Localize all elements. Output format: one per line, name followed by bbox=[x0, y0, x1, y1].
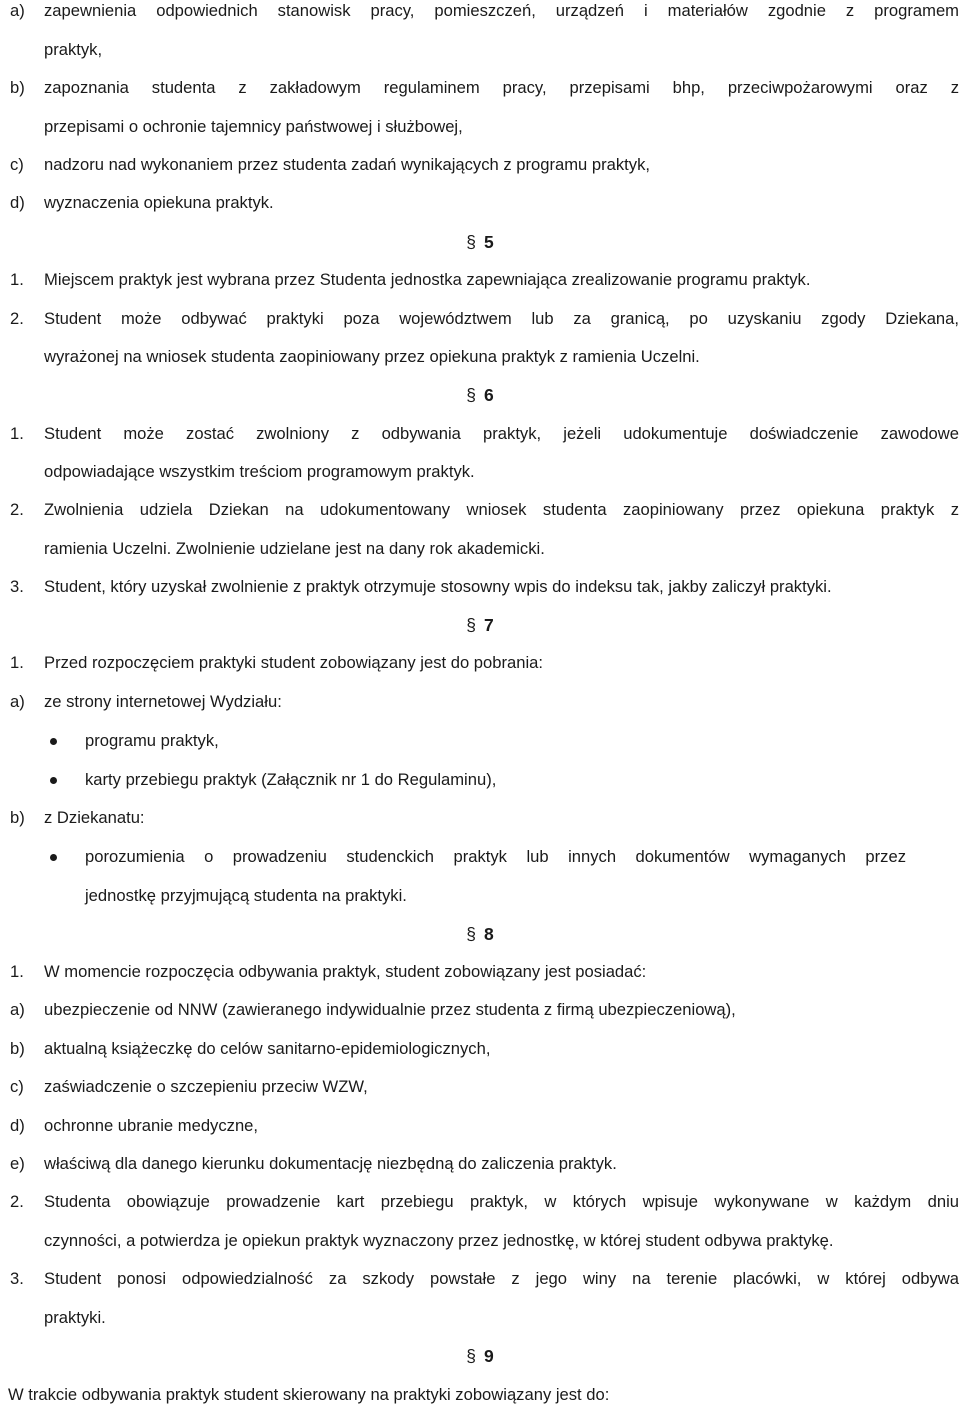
list-text: aktualną książeczkę do celów sanitarno-epidemiologicznych, bbox=[44, 1039, 491, 1058]
list-text: nadzoru nad wykonaniem przez studenta zadań wynikających z programu praktyk, bbox=[44, 155, 650, 174]
section-symbol: § bbox=[466, 615, 476, 635]
list-text: ochronne ubranie medyczne, bbox=[44, 1116, 259, 1135]
paragraph-label: 3. bbox=[10, 1269, 24, 1288]
bullet-text: programu praktyk, bbox=[85, 731, 219, 750]
paragraph-text: Przed rozpoczęciem praktyki student zobowiązany jest do pobrania: bbox=[44, 653, 543, 672]
bullet-icon bbox=[50, 777, 57, 784]
section-heading-6 bbox=[0, 385, 960, 405]
paragraph-label: 1. bbox=[10, 962, 24, 981]
paragraph-text: Student ponosi odpowiedzialność za szkody powstałe z jego winy na terenie placówki, w której odbywa bbox=[44, 1269, 959, 1288]
list-text: wyznaczenia opiekuna praktyk. bbox=[44, 193, 274, 212]
list-label: d) bbox=[10, 1116, 25, 1135]
paragraph-text: praktyki. bbox=[44, 1308, 106, 1327]
paragraph-text: Zwolnienia udziela Dziekan na udokumentowany wniosek studenta zaopiniowany przez opiekuna praktyk z bbox=[44, 500, 959, 519]
list-label: a) bbox=[10, 1000, 25, 1019]
paragraph-label: 1. bbox=[10, 424, 24, 443]
paragraph-text: odpowiadające wszystkim treściom programowym praktyk. bbox=[44, 462, 475, 481]
list-label: d) bbox=[10, 193, 25, 212]
section-symbol: § bbox=[466, 385, 476, 405]
list-text: zaświadczenie o szczepieniu przeciw WZW, bbox=[44, 1077, 368, 1096]
paragraph-text: Student może zostać zwolniony z odbywania praktyk, jeżeli udokumentuje doświadczenie zawodowe bbox=[44, 424, 959, 443]
paragraph-text: Student, który uzyskał zwolnienie z praktyk otrzymuje stosowny wpis do indeksu tak, jakby zaliczył praktyki. bbox=[44, 577, 832, 596]
paragraph-text: W trakcie odbywania praktyk student skierowany na praktyki zobowiązany jest do: bbox=[8, 1385, 610, 1404]
bullet-icon bbox=[50, 738, 57, 745]
list-text: ubezpieczenie od NNW (zawieranego indywidualnie przez studenta z firmą ubezpieczeniową), bbox=[44, 1000, 736, 1019]
paragraph-label: 3. bbox=[10, 577, 24, 596]
list-label: a) bbox=[10, 692, 25, 711]
paragraph-text: ramienia Uczelni. Zwolnienie udzielane jest na dany rok akademicki. bbox=[44, 539, 545, 558]
list-text: właściwą dla danego kierunku dokumentację niezbędną do zaliczenia praktyk. bbox=[44, 1154, 617, 1173]
paragraph-text: Student może odbywać praktyki poza województwem lub za granicą, po uzyskaniu zgody Dziekana, bbox=[44, 309, 959, 328]
bullet-text: karty przebiegu praktyk (Załącznik nr 1 do Regulaminu), bbox=[85, 770, 497, 789]
paragraph-text: Miejscem praktyk jest wybrana przez Studenta jednostka zapewniająca zrealizowanie programu praktyk. bbox=[44, 270, 811, 289]
section-symbol: § bbox=[466, 924, 476, 944]
list-label: b) bbox=[10, 808, 25, 827]
section-number: 9 bbox=[484, 1346, 494, 1366]
section-number: 5 bbox=[484, 232, 494, 252]
list-label: b) bbox=[10, 78, 25, 97]
section-heading-7 bbox=[0, 615, 960, 635]
paragraph-label: 2. bbox=[10, 309, 24, 328]
list-text: ze strony internetowej Wydziału: bbox=[44, 692, 282, 711]
bullet-icon bbox=[50, 854, 57, 861]
section-number: 7 bbox=[484, 615, 494, 635]
list-label: c) bbox=[10, 155, 24, 174]
paragraph-label: 1. bbox=[10, 270, 24, 289]
paragraph-text: W momencie rozpoczęcia odbywania praktyk, student zobowiązany jest posiadać: bbox=[44, 962, 647, 981]
bullet-text: jednostkę przyjmującą studenta na praktyki. bbox=[85, 886, 407, 905]
bullet-text: porozumienia o prowadzeniu studenckich praktyk lub innych dokumentów wymaganych przez bbox=[85, 847, 906, 866]
paragraph-label: 2. bbox=[10, 500, 24, 519]
section-heading-9 bbox=[0, 1346, 960, 1366]
section-heading-5 bbox=[0, 232, 960, 252]
list-label: c) bbox=[10, 1077, 24, 1096]
list-text: praktyk, bbox=[44, 40, 103, 59]
section-number: 8 bbox=[484, 924, 494, 944]
list-text: zapewnienia odpowiednich stanowisk pracy, pomieszczeń, urządzeń i materiałów zgodnie z programem bbox=[44, 1, 959, 20]
list-label: e) bbox=[10, 1154, 25, 1173]
section-heading-8 bbox=[0, 924, 960, 944]
section-symbol: § bbox=[466, 1346, 476, 1366]
list-text: zapoznania studenta z zakładowym regulaminem pracy, przepisami bhp, przeciwpożarowymi oraz z bbox=[44, 78, 959, 97]
list-text: z Dziekanatu: bbox=[44, 808, 145, 827]
paragraph-label: 1. bbox=[10, 653, 24, 672]
paragraph-text: wyrażonej na wniosek studenta zaopiniowany przez opiekuna praktyk z ramienia Uczelni. bbox=[44, 347, 700, 366]
section-number: 6 bbox=[484, 385, 494, 405]
paragraph-text: czynności, a potwierdza je opiekun praktyk wyznaczony przez jednostkę, w której student odbywa praktykę. bbox=[44, 1231, 834, 1250]
paragraph-label: 2. bbox=[10, 1192, 24, 1211]
list-text: przepisami o ochronie tajemnicy państwowej i służbowej, bbox=[44, 117, 463, 136]
section-symbol: § bbox=[466, 232, 476, 252]
list-label: a) bbox=[10, 1, 25, 20]
paragraph-text: Studenta obowiązuje prowadzenie kart przebiegu praktyk, w których wpisuje wykonywane w każdym dniu bbox=[44, 1192, 959, 1211]
list-label: b) bbox=[10, 1039, 25, 1058]
